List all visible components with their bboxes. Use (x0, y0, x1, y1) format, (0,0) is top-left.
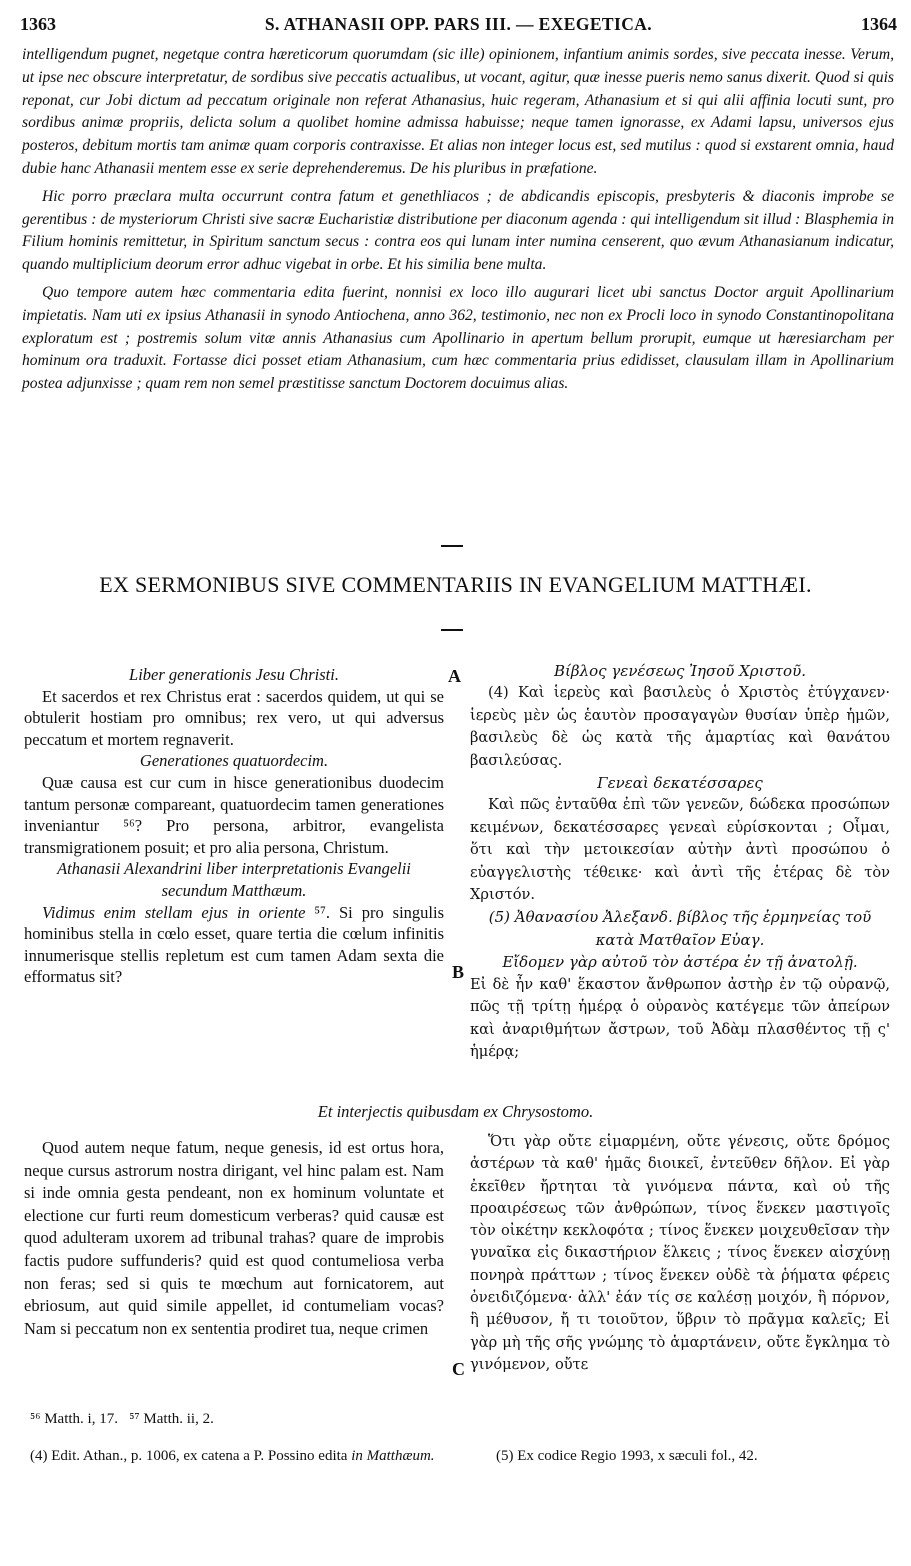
latin-quote: Vidimus enim stellam ejus in oriente (42, 902, 306, 922)
latin-heading-2: Generationes quatuordecim. (139, 751, 329, 771)
greek-column-bottom (470, 1131, 890, 1376)
preface-text (22, 44, 894, 401)
footnote-5: (5) Ex codice Regio 1993, x sæculi fol., 42. (496, 1448, 758, 1464)
latin-heading-3: Athanasii Alexandrini liber interpretationis Evangelii secundum Matthæum. (57, 859, 411, 900)
footnote-4-text: (4) Edit. Athan., p. 1006, ex catena a P. Possino edita (30, 1448, 352, 1464)
running-header (20, 14, 897, 38)
greek-paragraph-2: Καὶ πῶς ἐνταῦθα ἐπὶ τῶν γενεῶν, δώδεκα προσώπων κειμένων, δεκατέσσαρες γενεαὶ εὑρίσκονται ; Οἶμαι, ὅτι καὶ τὴν μετοικεσίαν αὐτὴν ἀντὶ προσώπου ὁ εὐαγγελιστὴς τέθεικε· καὶ ἀντὶ τῆς ἑτέρας δὲ τὸν Χριστόν. (470, 796, 890, 904)
greek-heading-3: (5) Ἀθανασίου Ἀλεξανδ. βίβλος τῆς ἑρμηνείας τοῦ κατὰ Ματθαῖον Εὐαγ. (488, 908, 872, 949)
margin-marker-c: C (452, 1359, 465, 1379)
page-number-right: 1364 (861, 14, 897, 34)
footnote-4-title: in Matthæum. (351, 1448, 435, 1464)
greek-paragraph-1: (4) Καὶ ἱερεὺς καὶ βασιλεὺς ὁ Χριστὸς ἐτύγχανεν· ἱερεὺς μὲν ὡς ἑαυτὸν προσαγαγὼν θυσίαν ὑπὲρ ἡμῶν, βασιλεὺς δὲ ὡς κατὰ τῆς ἁμαρτίας καὶ θανάτου βασιλεύσας. (470, 684, 890, 769)
latin-paragraph-2: Quæ causa est cur cum in hisce generationibus duodecim tantum personæ compareant, quatuordecim tamen generationes inveniantur ⁵⁶? Pro persona, arbitror, evangelista transmigrationem posuit; et pro alia persona, Christum. (24, 772, 444, 857)
page-number-left: 1363 (20, 14, 56, 34)
greek-paragraph-4: Ὅτι γὰρ οὔτε εἱμαρμένη, οὔτε γένεσις, οὔτε δρόμος ἀστέρων τὰ καθ' ἡμᾶς διοικεῖ, ἐντεῦθεν δῆλον. Εἰ γὰρ ἐκεῖθεν ἤρτηται τὰ γινόμενα πάντα, καὶ οὐ τῆς προαιρέσεως τῶν ἀνθρώπων, τίνος ἕνεκεν μαστιγοῖς τὸν οἰκέτην κεκλοφότα ; τίνος ἕνεκεν μοιχευθεῖσαν τὴν γυναῖκα εἰς δικαστήριον ἕλκεις ; τίνος ἕνεκεν αἰσχύνῃ πονηρὰ πράττων ; τίνος ἕνεκεν οὐδὲ τὰ ῥήματα φέρεις ὀνειδιζόμενα· ἀλλ' ἐάν τίς σε καλέσῃ μοιχόν, ἢ πόρνον, ἢ μέθυσον, ἤ τι τοιοῦτον, ὕβριν τὸ πρᾶγμα καλεῖς; Εἰ γὰρ μὴ τῆς σῆς γνώμης τὸ ἁμαρτάνειν, οὔτε ἔγκλημα τὸ γινόμενον, οὔτε (470, 1133, 890, 1373)
latin-column-top (24, 664, 444, 988)
preface-paragraph-3: Quo tempore autem hæc commentaria edita fuerint, nonnisi ex loco illo augurari licet ubi sanctus Doctor arguit Apollinarium impietatis. Nam uti ex ipsius Athanasii in synodo Antiochena, anno 362, testimonio, nec non ex Procli loco in synodo Constantinopolitana exploratum est ; postremis solum vitæ annis Athanasius cum Apollinario in apertum bellum prorupit, eumque ut hæresiarcham per hominum ora traduxit. Fortasse dici posset etiam Athanasium, cum hæc commentaria prius edidisset, clausulam illam in Apollinarium postea adjunxisse ; quam rem non semel præstitisse sanctum Doctorem docuimus alias. (22, 283, 894, 393)
latin-paragraph-1: Et sacerdos et rex Christus erat : sacerdos quidem, ut qui se obtulerit hostiam pro omnibus; rex vero, ut qui adversus peccatum et mortem regnaverit. (24, 686, 444, 749)
separator-dash-upper (441, 545, 463, 547)
interjection-heading: Et interjectis quibusdam ex Chrysostomo. (317, 1102, 594, 1121)
preface-paragraph-2: Hic porro præclara multa occurrunt contra fatum et genethliacos ; de abdicandis episcopis, presbyteris & diaconis improbe se gerentibus : de mysteriorum Christi sive sacræ Eucharistiæ distributione per diaconum agenda : qui intelligendum sit illud : Blasphemia in Filium hominis remittetur, in Spiritum sanctum secus : contra eos qui lunam inter numina censerent, quo ævum Athanasianum indicatur, quando multiplicium deorum error adhuc vigebat in orbe. Et his similia bene multa. (22, 187, 894, 274)
footnote-references: ⁵⁶ Matth. i, 17. ⁵⁷ Matth. ii, 2. (30, 1411, 214, 1427)
latin-paragraph-3-rest: ⁵⁷. Si pro singulis hominibus stella in cœlo esset, quare tertia die cœlum infinitis innumerisque stellis repletum est cum tamen Adam sexta die efformatus sit? (24, 902, 444, 987)
latin-column-bottom (24, 1137, 444, 1340)
section-title: EX SERMONIBUS SIVE COMMENTARIIS IN EVANGELIUM MATTHÆI. (99, 572, 812, 597)
separator-dash-lower (441, 629, 463, 631)
greek-heading-1: Βίβλος γενέσεως Ἰησοῦ Χριστοῦ. (554, 662, 806, 680)
latin-heading-1: Liber generationis Jesu Christi. (129, 665, 339, 684)
footnote-4 (30, 1446, 450, 1466)
preface-paragraph-1: intelligendum pugnet, negetque contra hæreticorum quorumdam (sic ille) opinionem, infantium animis sordes, sive peccata inesse. Verum, ut ipse nec obscure interpretatur, de sordibus sive peccatis actualibus, ut vocant, agitur, quæ inesse pueris nemo sanus dixerit. Quod si quis reponat, cur Jobi dictum ad peccatum originale non referat Athanasius, huic regeram, Athanasium et si qui alii affinia locuti sunt, pro sordibus animæ propriis, delicta solum a quolibet homine admissa habuisse; neque tamen ignorasse, ex Adami lapsu, universos ejus posteros, debitum mortis tam animæ quam corporis contraxisse. Et alias non integer locus est, sed mutilus : quod si exstarent omnia, haud dubie hanc Athanasii mentem esse ex serie deprehenderemus. De his pluribus in præfatione. (22, 46, 894, 177)
greek-heading-2: Γενεαὶ δεκατέσσαρες (597, 774, 763, 793)
latin-paragraph-3 (24, 902, 444, 988)
greek-paragraph-3: Εἰ δὲ ἦν καθ' ἕκαστον ἄνθρωπον ἀστὴρ ἐν τῷ οὐρανῷ, πῶς τῇ τρίτῃ ἡμέρᾳ ὁ οὐρανὸς κατέγεμε τῶν ἀπείρων καὶ ἀναριθμήτων ἄστρων, τοῦ Ἀδὰμ πλασθέντος τῇ ς' ἡμέρᾳ; (470, 975, 890, 1060)
greek-heading-4: Εἴδομεν γὰρ αὐτοῦ τὸν ἀστέρα ἐν τῇ ἀνατολῇ. (502, 953, 858, 972)
margin-marker-a: A (448, 666, 461, 686)
latin-paragraph-4: Quod autem neque fatum, neque genesis, id est ortus hora, neque cursus astrorum nostra dirigant, vel hinc palam est. Nam si inde omnia gesta pendeant, non ex hominum voluntate et electione cur furti reum domesticum verberas? quid causæ est quod adulteram uxorem ad tribunal trahas? quare de improbis factis pudore suffunderis? quid est quod contumeliosa verba non feras; sed si quis te mœchum aut fornicatorem, aut ebriosum, aut quid simile appellet, id contumeliam vocas? Nam si peccatum non ex sententia prodiret tua, neque crimen (24, 1138, 444, 1338)
greek-column-top (470, 660, 890, 1063)
margin-marker-b: B (452, 962, 465, 982)
running-title: S. ATHANASII OPP. PARS III. — EXEGETICA. (264, 14, 653, 34)
